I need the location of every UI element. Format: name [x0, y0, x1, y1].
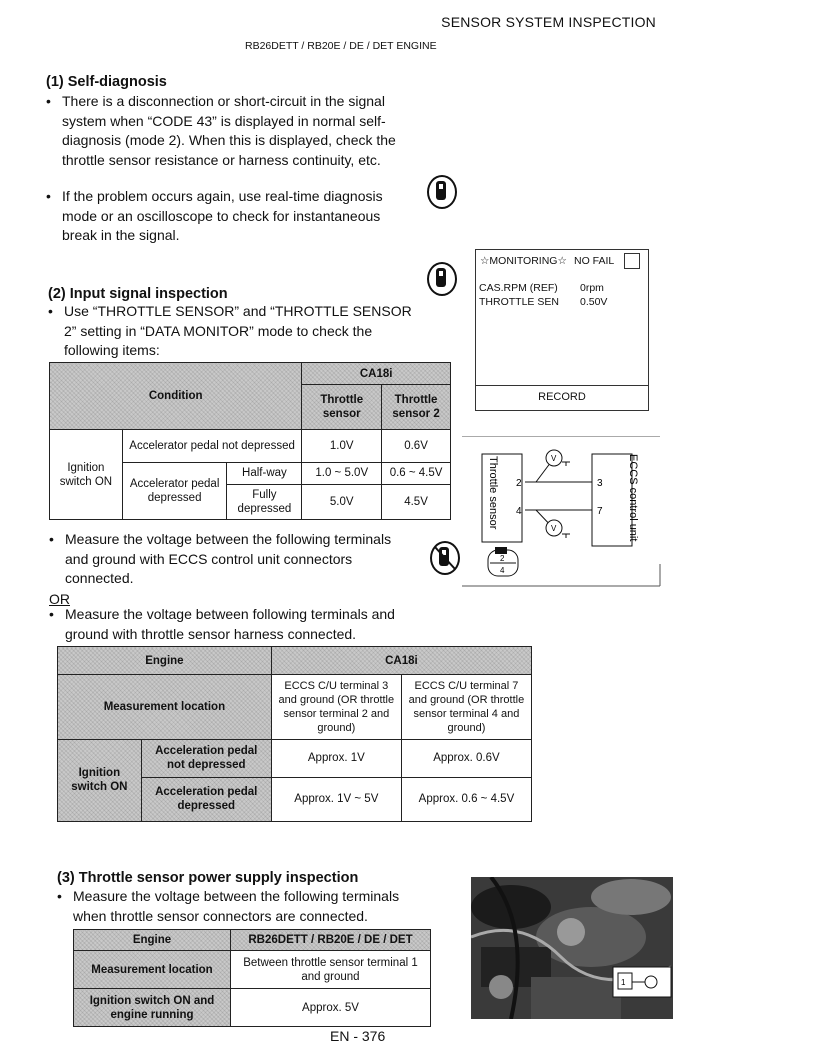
data-monitor-table [49, 362, 451, 520]
control-unit-label: ECCS control unit [627, 454, 639, 542]
value-cell: 0.6 ~ 4.5V [382, 462, 451, 484]
ignition-header: Ignition switch ON [58, 739, 142, 821]
power-supply-bullet [57, 887, 473, 926]
throttle-sensor-2-header: Throttle sensor 2 [382, 385, 451, 430]
self-diagnosis-heading: (1) Self-diagnosis [46, 74, 167, 90]
text-line: ground with throttle sensor harness connected. [65, 625, 357, 642]
depressed-header: Acceleration pedal depressed [141, 777, 271, 821]
condition-header: Ignition switch ON and engine running [74, 989, 231, 1027]
pin-2-label: 2 [516, 478, 522, 489]
text-line: • If the problem occurs again, use real-time diagnosis [62, 188, 383, 204]
text-line: break in the signal. [62, 227, 180, 243]
checkbox-icon [624, 253, 640, 269]
pin-4-label: 4 [516, 506, 522, 517]
page-number: EN - 376 [330, 1028, 386, 1044]
pin-7-label: 7 [597, 506, 603, 517]
voltmeter-icon: V [551, 524, 557, 533]
value-cell: Approx. 1V ~ 5V [271, 777, 401, 821]
text-line: throttle sensor resistance or harness continuity, etc. [62, 151, 381, 168]
record-button: RECORD [538, 391, 586, 403]
text-line: • Measure the voltage between the following terminals [73, 888, 400, 904]
monitor-row-value: 0rpm [580, 282, 604, 294]
or-label: OR [49, 591, 70, 607]
text-line: connected. [65, 570, 134, 586]
consult-tester-icon [427, 175, 457, 209]
monitor-title: ☆MONITORING☆ [480, 255, 567, 267]
text-line: • There is a disconnection or short-circuit in the signal [62, 93, 385, 109]
measure-bullet-1 [49, 530, 445, 589]
monitor-row-label: THROTTLE SEN [479, 296, 559, 308]
input-signal-heading: (2) Input signal inspection [48, 286, 228, 302]
location-value: Between throttle sensor terminal 1 and ground [231, 951, 431, 989]
engine-photo [471, 877, 673, 1019]
self-diagnosis-bullet-1 [46, 92, 482, 170]
text-line: • Use “THROTTLE SENSOR” and “THROTTLE SENSOR [64, 303, 412, 319]
terminal-7-cell: ECCS C/U terminal 7 and ground (OR throttle sensor terminal 4 and ground) [401, 675, 531, 739]
value-cell: Approx. 1V [271, 739, 401, 777]
condition-header: Condition [50, 363, 302, 430]
measurement-table [57, 646, 532, 822]
text-line: and ground with ECCS control unit connectors [65, 550, 353, 567]
text-line: when throttle sensor connectors are connected. [73, 907, 368, 924]
text-line: • Measure the voltage between the following terminals [65, 531, 392, 547]
monitor-row-value: 0.50V [580, 296, 608, 308]
photo-pin-label: 1 [621, 978, 626, 987]
power-supply-heading: (3) Throttle sensor power supply inspection [57, 870, 359, 886]
monitor-status: NO FAIL [574, 255, 615, 267]
model-header: RB26DETT / RB20E / DE / DET [231, 930, 431, 951]
divider [476, 385, 648, 386]
consult-tester-icon [427, 262, 457, 296]
value-cell: Approx. 0.6V [401, 739, 531, 777]
input-signal-bullet-1 [48, 302, 464, 361]
wiring-diagram [462, 436, 662, 588]
connector-pin-2: 2 [500, 554, 505, 563]
engine-header: Engine [74, 930, 231, 951]
ignition-cell: Ignition switch ON [50, 430, 123, 520]
text-line: mode or an oscilloscope to check for instantaneous [62, 207, 381, 224]
halfway-cell: Half-way [227, 462, 302, 484]
engine-title: RB26DETT / RB20E / DE / DET ENGINE [245, 40, 437, 52]
throttle-sensor-header: Throttle sensor [302, 385, 382, 430]
text-line: 2” setting in “DATA MONITOR” mode to check the [64, 322, 373, 339]
value-cell: Approx. 0.6 ~ 4.5V [401, 777, 531, 821]
text-line: system when “CODE 43” is displayed in normal self- [62, 112, 386, 129]
self-diagnosis-bullet-2 [46, 187, 442, 246]
location-header: Measurement location [58, 675, 272, 739]
model-header: CA18i [302, 363, 451, 385]
model-header: CA18i [271, 647, 531, 675]
fully-depressed-cell: Fully depressed [227, 484, 302, 519]
connector-pin-4: 4 [500, 566, 505, 575]
value-cell: 5.0V [302, 484, 382, 519]
monitor-row-label: CAS.RPM (REF) [479, 282, 558, 294]
text-line: following items: [64, 342, 160, 358]
value-cell: 1.0 ~ 5.0V [302, 462, 382, 484]
pedal-depressed-cell: Accelerator pedal depressed [122, 462, 227, 519]
terminal-3-cell: ECCS C/U terminal 3 and ground (OR throttle sensor terminal 2 and ground) [271, 675, 401, 739]
power-supply-table [73, 929, 431, 1027]
pin-3-label: 3 [597, 478, 603, 489]
sensor-label: Throttle sensor [487, 456, 499, 530]
pedal-not-depressed-cell: Accelerator pedal not depressed [122, 430, 302, 462]
voltmeter-icon: V [551, 454, 557, 463]
not-depressed-header: Acceleration pedal not depressed [141, 739, 271, 777]
voltage-value: Approx. 5V [231, 989, 431, 1027]
text-line: • Measure the voltage between following terminals and [65, 606, 395, 622]
location-header: Measurement location [74, 951, 231, 989]
engine-header: Engine [58, 647, 272, 675]
consult-monitor-screen [475, 249, 649, 411]
value-cell: 1.0V [302, 430, 382, 462]
value-cell: 0.6V [382, 430, 451, 462]
value-cell: 4.5V [382, 484, 451, 519]
text-line: diagnosis (mode 2). When this is displayed, check the [62, 132, 396, 148]
monitor-title-text: MONITORING [489, 255, 558, 267]
measure-bullet-2 [49, 605, 485, 644]
section-title: SENSOR SYSTEM INSPECTION [441, 14, 656, 30]
